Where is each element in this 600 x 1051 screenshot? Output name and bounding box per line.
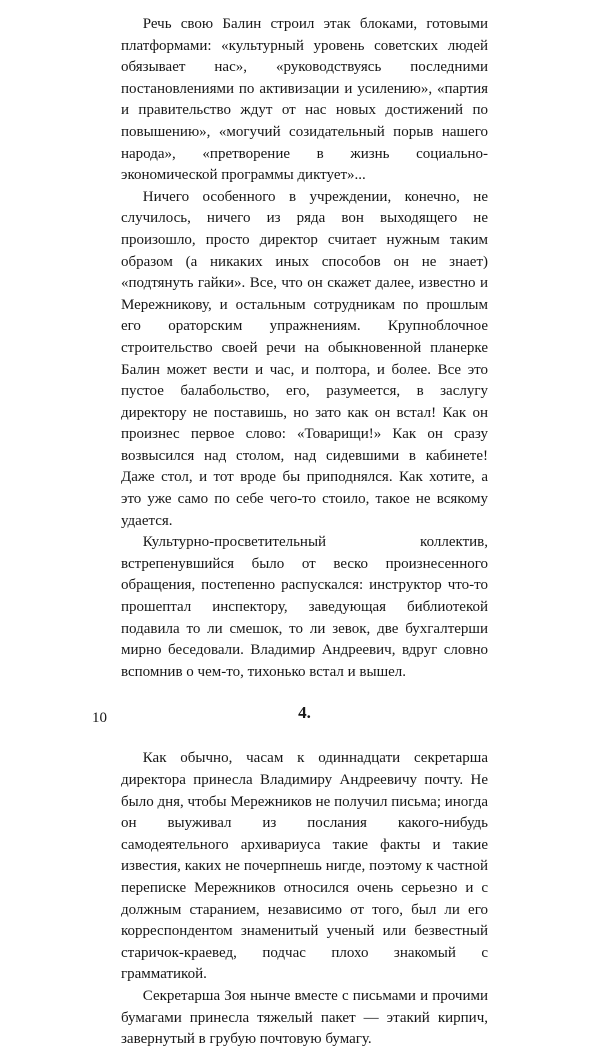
page-number: 10 — [92, 710, 107, 726]
chapter-number: 4. — [298, 703, 311, 723]
paragraph: Культурно-просветительный коллектив, встрепенувшийся было от веско произнесенного обращения, постепенно распускался: инструктор что-то прошептал инспектору, заведующая библиотекой подавила то ли смешок, то ли зевок, две бухгалтерши мирно беседовали. Владимир Андреевич, вдруг словно вспомнив о чем-то, тихонько встал и вышел. — [121, 534, 488, 680]
text-block-top — [121, 14, 488, 683]
text-block-bottom — [121, 748, 488, 1050]
paragraph: Ничего особенного в учреждении, конечно, не случилось, ничего из ряда вон выходящего не произошло, просто директор считает нужным таким образом (а никаких иных способов он не знает) «подтянуть гайки». Все, что он скажет далее, известно и Мережникову, и остальным сотрудникам по прошлым его ораторским упражнениям. Крупноблочное строительство своей речи на обыкновенной планерке Балин может вести и час, и полтора, и более. Все это пустое балабольство, его, разумеется, в заслугу директору не поставишь, но зато как он встал! Как он произнес первое слово: «Товарищи!» Как он сразу возвысился над столом, над сидевшими в кабинете! Даже стол, и тот вроде бы приподнялся. Как хотите, а это уже само по себе чего-то стоило, такое не всякому удается. — [121, 188, 488, 529]
paragraph: Речь свою Балин строил этак блоками, готовыми платформами: «культурный уровень советских людей обязывает нас», «руководствуясь последними постановлениями по активизации и усилению», «партия и правительство ждут от нас новых достижений по повышению», «могучий созидательный порыв нашего народа», «претворение в жизнь социально-экономической программы диктует»... — [121, 16, 488, 184]
paragraph: Секретарша Зоя нынче вместе с письмами и прочими бумагами принесла тяжелый пакет — этакий кирпич, завернутый в грубую почтовую бумагу. — [121, 987, 488, 1048]
paragraph: Как обычно, часам к одиннадцати секретарша директора принесла Владимиру Андреевичу почту. Не было дня, чтобы Мережников не получил письма; иногда он выуживал из послания какого-нибудь самодеятельного архивариуса такие факты и такие известия, каких не почерпнешь нигде, поэтому к частной переписке Мережников относился очень серьезно и с должным старанием, независимо от того, был ли его корреспондентом знаменитый ученый или безвестный старичок-краевед, подчас плохо знакомый с грамматикой. — [121, 750, 488, 983]
